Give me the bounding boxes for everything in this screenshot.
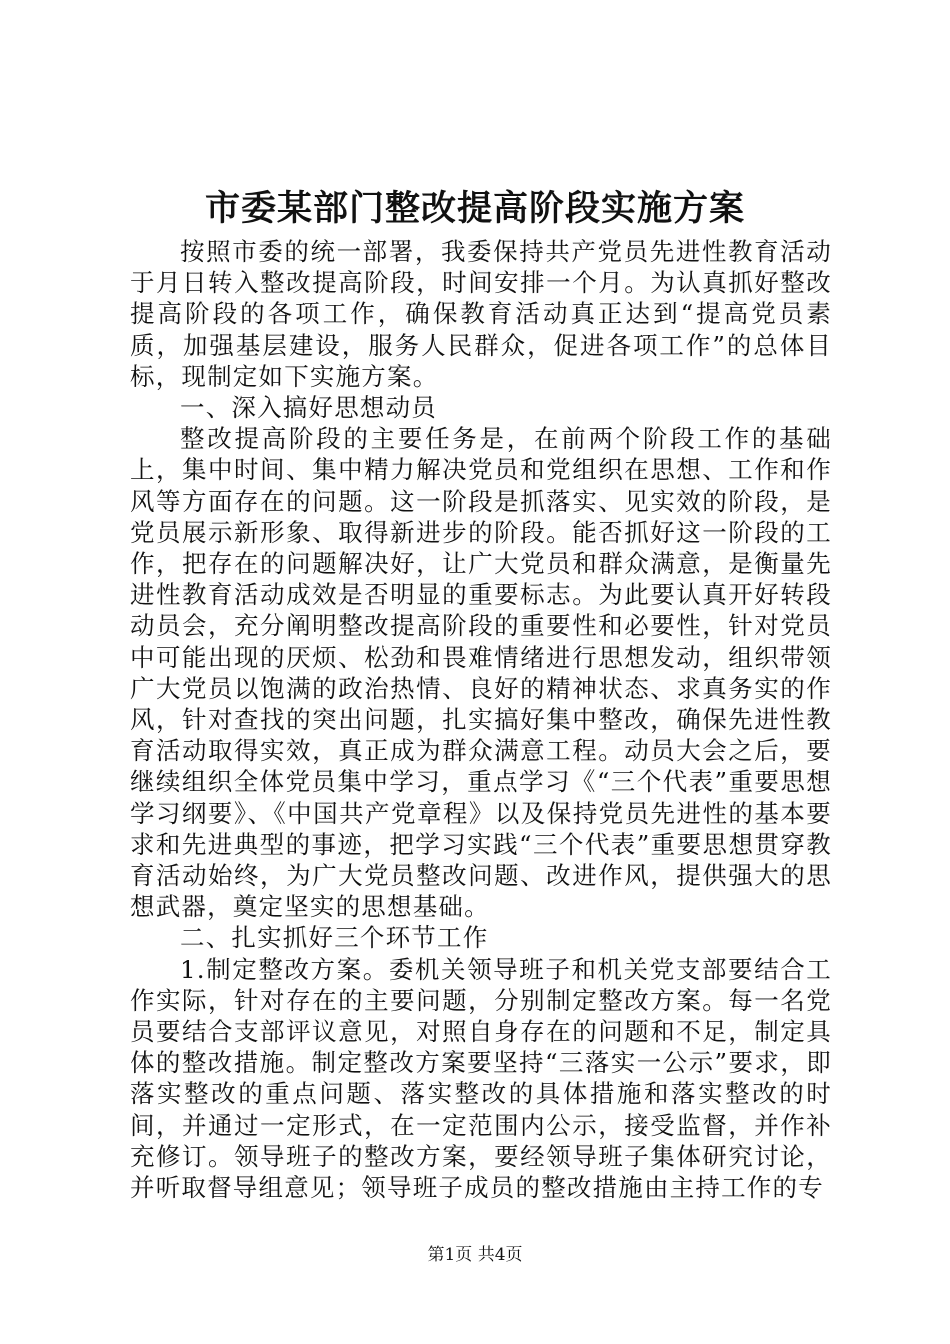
section-heading-1: 一、深入搞好思想动员 bbox=[180, 393, 437, 423]
page-number-footer: 第1页 共4页 bbox=[427, 1245, 523, 1265]
paragraph-intro: 按照市委的统一部署，我委保持共产党员先进性教育活动于月日转入整改提高阶段，时间安排一个月。为认真抓好整改提高阶段的各项工作，确保教育活动真正达到“提高党员素质，加强基层建设，服务人民群众，促进各项工作”的总体目标，现制定如下实施方案。 bbox=[130, 237, 832, 391]
document-title: 市委某部门整改提高阶段实施方案 bbox=[204, 188, 745, 229]
paragraph-section-1: 整改提高阶段的主要任务是，在前两个阶段工作的基础上，集中时间、集中精力解决党员和党组织在思想、工作和作风等方面存在的问题。这一阶段是抓落实、见实效的阶段，是党员展示新形象、取得新进步的阶段。能否抓好这一阶段的工作，把存在的问题解决好，让广大党员和群众满意，是衡量先进性教育活动成效是否明显的重要标志。为此要认真开好转段动员会，充分阐明整改提高阶段的重要性和必要性，针对党员中可能出现的厌烦、松劲和畏难情绪进行思想发动，组织带领广大党员以饱满的政治热情、良好的精神状态、求真务实的作风，针对查找的突出问题，扎实搞好集中整改，确保先进性教育活动取得实效，真正成为群众满意工程。动员大会之后，要继续组织全体党员集中学习，重点学习《“三个代表”重要思想学习纲要》、《中国共产党章程》以及保持党员先进性的基本要求和先进典型的事迹，把学习实践“三个代表”重要思想贯穿教育活动始终，为广大党员整改问题、改进作风，提供强大的思想武器，奠定坚实的思想基础。 bbox=[130, 424, 832, 922]
section-heading-2: 二、扎实抓好三个环节工作 bbox=[180, 923, 489, 953]
paragraph-section-2-item-1: 1.制定整改方案。委机关领导班子和机关党支部要结合工作实际，针对存在的主要问题，分别制定整改方案。每一名党员要结合支部评议意见，对照自身存在的问题和不足，制定具体的整改措施。制定整改方案要坚持“三落实一公示”要求，即落实整改的重点问题、落实整改的具体措施和落实整改的时间，并通过一定形式，在一定范围内公示，接受监督，并作补充修订。领导班子的整改方案，要经领导班子集体研究讨论，并听取督导组意见；领导班子成员的整改措施由主持工作的专 bbox=[130, 954, 832, 1203]
document-body bbox=[130, 236, 832, 1203]
